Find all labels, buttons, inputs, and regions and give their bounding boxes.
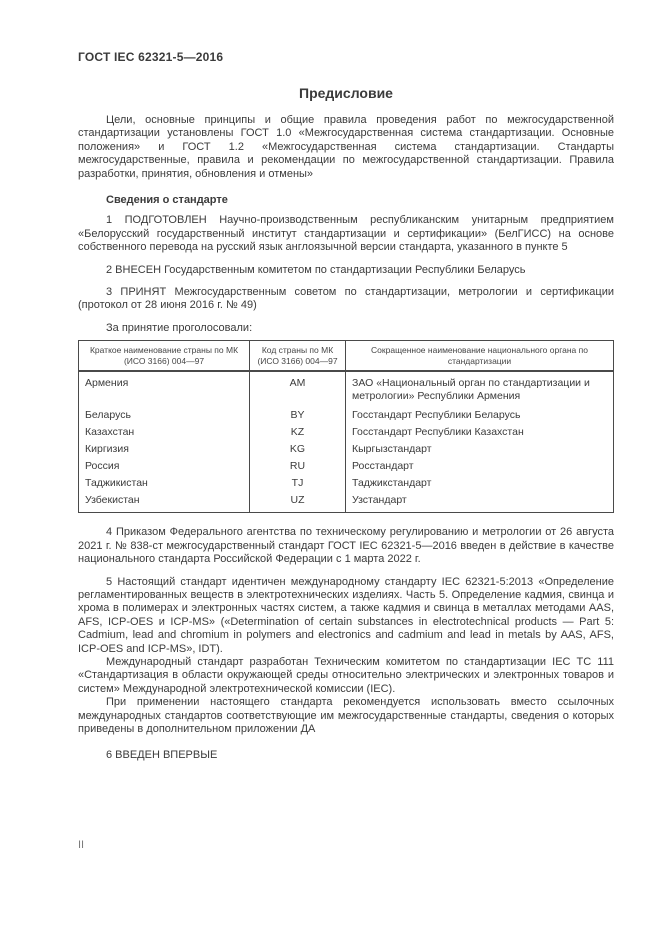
standard-info-item-3: 3 ПРИНЯТ Межгосударственным советом по стандартизации, метрологии и сертификации (протокол от 28 июня 2016 г. № 49) — [78, 286, 614, 312]
page-number: II — [78, 839, 85, 851]
standard-info-item-5-committee-note: Международный стандарт разработан Техническим комитетом по стандартизации IEC ТС 111 «Стандартизация в области окружающей среды относительно электрических и электронных товаров и систем» Международной электротехнической комиссии (IEC). — [78, 655, 614, 695]
table-cell-code: BY — [250, 407, 346, 424]
table-header-org: Сокращенное наименование национального органа по стандартизации — [346, 341, 614, 372]
standard-info-item-1: 1 ПОДГОТОВЛЕН Научно-производственным республиканским унитарным предприятием «Белорусский государственный институт стандартизации и сертификации» (БелГИСС) на основе собственного перевода на русский язык англоязычной версии стандарта, указанного в пункте 5 — [78, 214, 614, 254]
table-cell-code: UZ — [250, 492, 346, 513]
table-row — [79, 475, 614, 492]
table-cell-org: Кыргызстандарт — [346, 441, 614, 458]
standard-info-item-5: 5 Настоящий стандарт идентичен международному стандарту IEC 62321-5:2013 «Определение регламентированных веществ в электротехнических изделиях. Часть 5. Определение кадмия, свинца и хрома в полимерах и электронных частях систем, а также кадмия и свинца в металлах методами AAS, AFS, ICP-OES и ICP-MS» («Determination of certain substances in electrotechnical products — Part 5: Cadmium, lead and chromium in polymers and electronics and cadmium and lead in metals by AAS, AFS, ICP-OES and ICP-MS», IDT). — [78, 575, 614, 655]
table-cell-country: Узбекистан — [79, 492, 250, 513]
table-cell-org: ЗАО «Национальный орган по стандартизации и метрологии» Республики Армения — [346, 371, 614, 407]
table-cell-country: Беларусь — [79, 407, 250, 424]
table-cell-code: KZ — [250, 424, 346, 441]
table-cell-org: Узстандарт — [346, 492, 614, 513]
table-row — [79, 371, 614, 407]
table-cell-country: Армения — [79, 371, 250, 407]
table-cell-country: Казахстан — [79, 424, 250, 441]
table-header-row — [79, 341, 614, 372]
table-header-country: Краткое наименование страны по МК (ИСО 3166) 004—97 — [79, 341, 250, 372]
table-cell-org: Госстандарт Республики Казахстан — [346, 424, 614, 441]
table-cell-code: AM — [250, 371, 346, 407]
table-row — [79, 458, 614, 475]
standard-info-item-6: 6 ВВЕДЕН ВПЕРВЫЕ — [106, 749, 218, 762]
vote-intro: За принятие проголосовали: — [106, 321, 253, 334]
intro-paragraph: Цели, основные принципы и общие правила проведения работ по межгосударственной стандартизации установлены ГОСТ 1.0 «Межгосударственная система стандартизации. Основные положения» и ГОСТ 1.2 «Межгосударственная система стандартизации. Стандарты межгосударственные, правила и рекомендации по межгосударственной стандартизации. Правила разработки, принятия, обновления и отмены» — [78, 114, 614, 180]
standard-info-item-5-application-note: При применении настоящего стандарта рекомендуется использовать вместо ссылочных международных стандартов соответствующие им межгосударственные стандарты, сведения о которых приведены в дополнительном приложении ДА — [78, 696, 614, 735]
vote-table — [78, 340, 614, 513]
doc-code: ГОСТ IEC 62321-5—2016 — [78, 50, 224, 64]
table-cell-country: Киргизия — [79, 441, 250, 458]
table-cell-code: RU — [250, 458, 346, 475]
table-cell-code: KG — [250, 441, 346, 458]
page-title: Предисловие — [299, 85, 393, 101]
table-cell-org: Госстандарт Республики Беларусь — [346, 407, 614, 424]
standard-info-item-4: 4 Приказом Федерального агентства по техническому регулированию и метрологии от 26 августа 2021 г. № 838-ст межгосударственный стандарт ГОСТ IEC 62321-5—2016 введен в действие в качестве национального стандарта Российской Федерации с 1 марта 2022 г. — [78, 526, 614, 566]
standard-info-item-2: 2 ВНЕСЕН Государственным комитетом по стандартизации Республики Беларусь — [106, 263, 526, 276]
standard-info-heading: Сведения о стандарте — [106, 194, 228, 207]
table-cell-code: TJ — [250, 475, 346, 492]
table-cell-org: Таджикстандарт — [346, 475, 614, 492]
table-cell-country: Таджикистан — [79, 475, 250, 492]
table-row — [79, 424, 614, 441]
table-cell-org: Росстандарт — [346, 458, 614, 475]
table-row — [79, 441, 614, 458]
table-header-code: Код страны по МК (ИСО 3166) 004—97 — [250, 341, 346, 372]
table-row — [79, 407, 614, 424]
table-cell-country: Россия — [79, 458, 250, 475]
table-row — [79, 492, 614, 513]
